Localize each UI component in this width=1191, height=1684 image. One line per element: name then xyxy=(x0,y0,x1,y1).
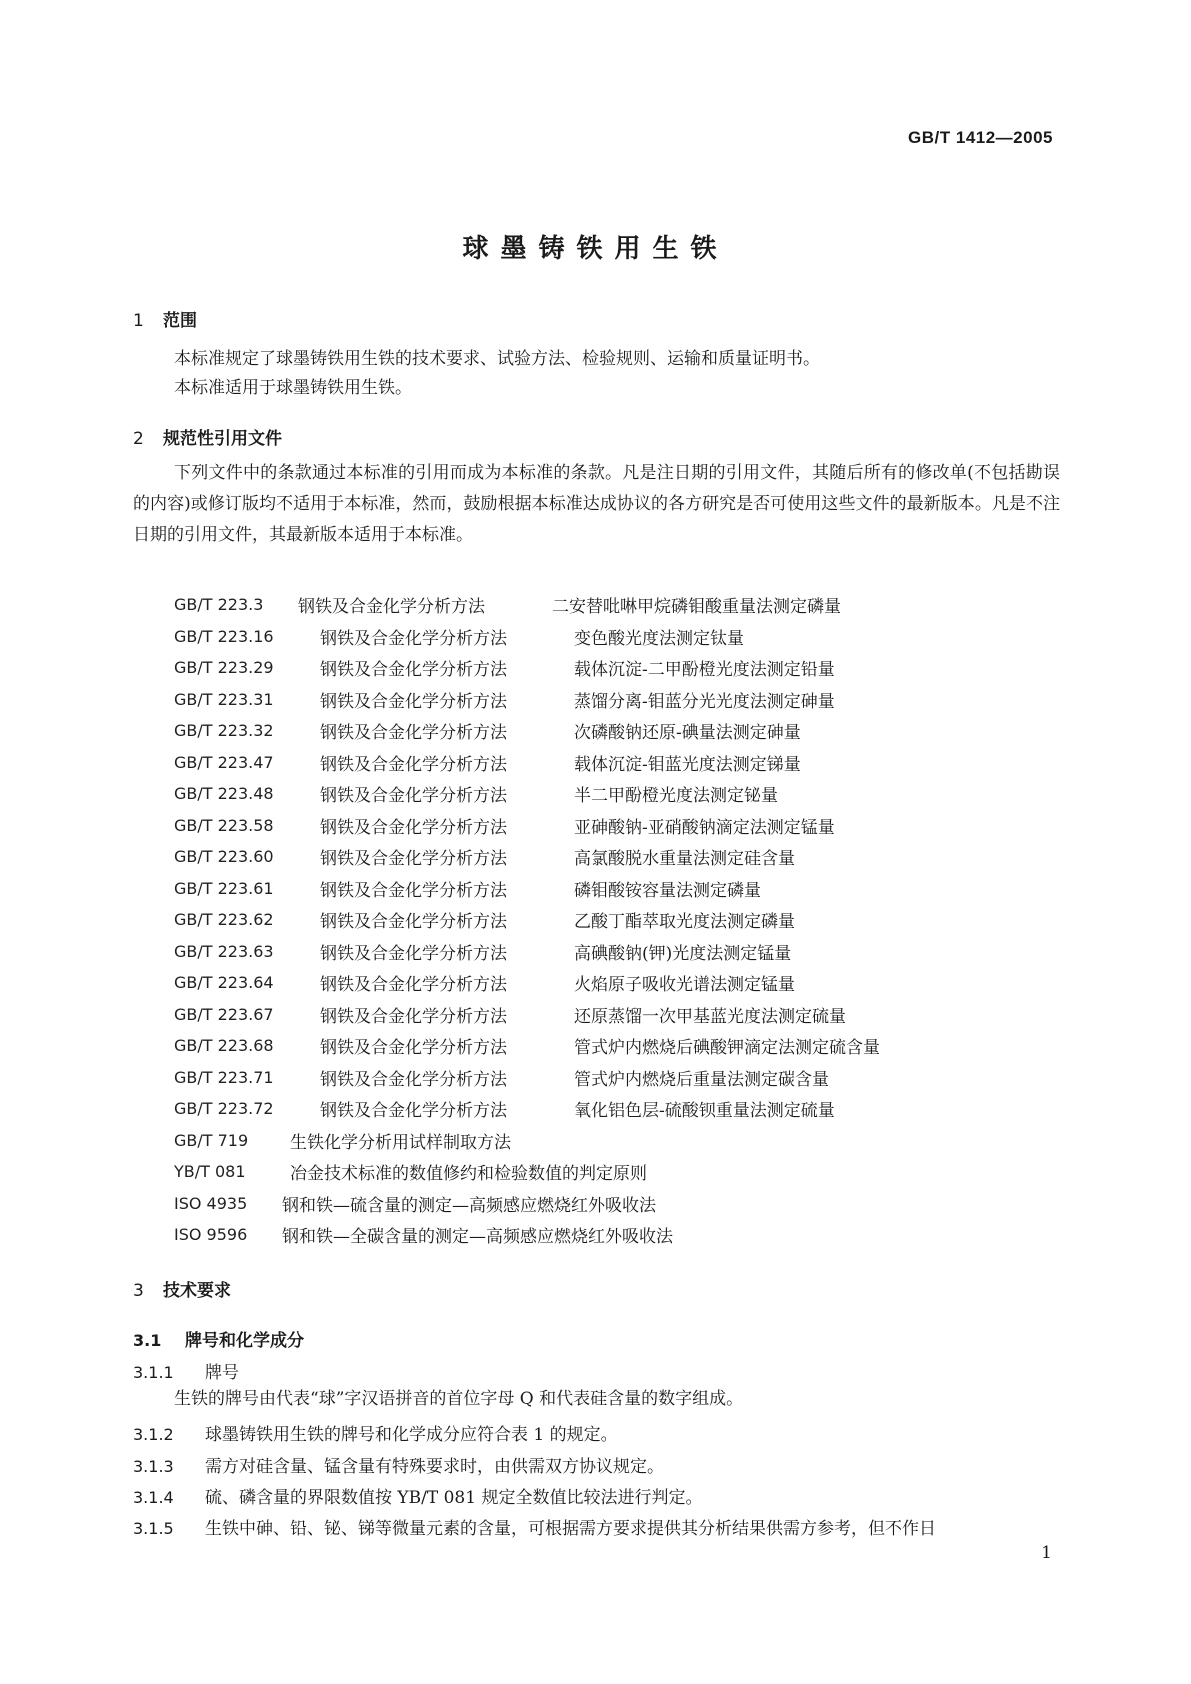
section-number: 2 xyxy=(133,429,144,449)
reference-item xyxy=(174,810,880,842)
section-title: 范围 xyxy=(163,311,197,331)
reference-code: GB/T 223.48 xyxy=(174,784,274,804)
standard-number: GB/T 1412—2005 xyxy=(908,128,1053,147)
reference-code: GB/T 223.61 xyxy=(174,878,274,898)
document-title: 球墨铸铁用生铁 xyxy=(462,234,729,264)
section-1-paragraph-2: 本标准适用于球墨铸铁用生铁。 xyxy=(174,378,412,398)
reference-code: GB/T 223.68 xyxy=(174,1036,274,1056)
reference-series: 钢铁及合金化学分析方法 xyxy=(320,943,507,964)
clause-3-1-3 xyxy=(133,1452,664,1477)
reference-series: 钢铁及合金化学分析方法 xyxy=(320,849,507,870)
reference-code: YB/T 081 xyxy=(174,1162,246,1182)
reference-code: GB/T 223.62 xyxy=(174,910,274,930)
section-title: 技术要求 xyxy=(163,1281,231,1301)
reference-item xyxy=(174,967,880,999)
section-3-heading xyxy=(133,1276,231,1301)
reference-item xyxy=(174,1093,880,1125)
reference-item xyxy=(174,999,880,1031)
clause-text: 牌号 xyxy=(205,1363,239,1383)
reference-series: 钢铁及合金化学分析方法 xyxy=(320,754,507,775)
reference-title: 生铁化学分析用试样制取方法 xyxy=(290,1132,511,1153)
reference-title: 亚砷酸钠-亚硝酸钠滴定法测定锰量 xyxy=(574,817,835,838)
reference-title: 钢和铁—硫含量的测定—高频感应燃烧红外吸收法 xyxy=(282,1195,656,1216)
reference-title: 氧化铝色层-硫酸钡重量法测定硫量 xyxy=(574,1101,835,1122)
reference-title: 钢和铁—全碳含量的测定—高频感应燃烧红外吸收法 xyxy=(282,1227,673,1248)
reference-series: 钢铁及合金化学分析方法 xyxy=(320,1069,507,1090)
reference-code: GB/T 223.3 xyxy=(174,595,264,615)
reference-title: 蒸馏分离-钼蓝分光光度法测定砷量 xyxy=(574,691,835,712)
reference-series: 钢铁及合金化学分析方法 xyxy=(320,817,507,838)
reference-item xyxy=(174,904,880,936)
section-number: 1 xyxy=(133,311,144,331)
clause-text: 球墨铸铁用生铁的牌号和化学成分应符合表 1 的规定。 xyxy=(205,1425,618,1445)
reference-title: 管式炉内燃烧后重量法测定碳含量 xyxy=(574,1069,829,1090)
reference-code: GB/T 223.63 xyxy=(174,941,274,961)
reference-title: 高氯酸脱水重量法测定硅含量 xyxy=(574,849,795,870)
clause-3-1-2 xyxy=(133,1420,618,1445)
clause-number: 3.1.4 xyxy=(133,1488,174,1507)
reference-code: GB/T 223.29 xyxy=(174,658,274,678)
reference-item xyxy=(174,1062,880,1094)
reference-code: GB/T 719 xyxy=(174,1130,249,1150)
reference-code: GB/T 223.32 xyxy=(174,721,274,741)
reference-item xyxy=(174,841,880,873)
reference-series: 钢铁及合金化学分析方法 xyxy=(320,975,507,996)
reference-title: 管式炉内燃烧后碘酸钾滴定法测定硫含量 xyxy=(574,1038,880,1059)
clause-number: 3.1.2 xyxy=(133,1425,174,1444)
clause-3-1-4 xyxy=(133,1483,702,1508)
reference-item xyxy=(174,1156,880,1188)
reference-code: ISO 4935 xyxy=(174,1193,248,1213)
reference-item xyxy=(174,1030,880,1062)
reference-code: GB/T 223.64 xyxy=(174,973,274,993)
page-number: 1 xyxy=(1041,1543,1052,1563)
reference-code: GB/T 223.47 xyxy=(174,752,274,772)
reference-series: 钢铁及合金化学分析方法 xyxy=(320,660,507,681)
reference-code: GB/T 223.60 xyxy=(174,847,274,867)
reference-code: GB/T 223.16 xyxy=(174,626,274,646)
reference-title: 载体沉淀-二甲酚橙光度法测定铅量 xyxy=(574,660,835,681)
subsection-3-1-heading xyxy=(133,1326,304,1351)
reference-series: 钢铁及合金化学分析方法 xyxy=(298,597,485,618)
reference-series: 钢铁及合金化学分析方法 xyxy=(320,723,507,744)
reference-item xyxy=(174,1219,880,1251)
reference-series: 钢铁及合金化学分析方法 xyxy=(320,912,507,933)
clause-3-1-1-body: 生铁的牌号由代表“球”字汉语拼音的首位字母 Q 和代表硅含量的数字组成。 xyxy=(174,1389,744,1409)
reference-item xyxy=(174,778,880,810)
section-title: 规范性引用文件 xyxy=(163,429,282,449)
reference-code: GB/T 223.67 xyxy=(174,1004,274,1024)
reference-code: GB/T 223.72 xyxy=(174,1099,274,1119)
reference-item xyxy=(174,652,880,684)
reference-code: ISO 9596 xyxy=(174,1225,248,1245)
subsection-number: 3.1 xyxy=(133,1331,162,1350)
reference-title: 冶金技术标准的数值修约和检验数值的判定原则 xyxy=(290,1164,647,1185)
reference-item xyxy=(174,747,880,779)
reference-item xyxy=(174,936,880,968)
clause-text: 生铁中砷、铅、铋、锑等微量元素的含量，可根据需方要求提供其分析结果供需方参考，但不作日 xyxy=(205,1519,936,1539)
reference-series: 钢铁及合金化学分析方法 xyxy=(320,880,507,901)
reference-code: GB/T 223.71 xyxy=(174,1067,274,1087)
clause-3-1-5 xyxy=(133,1514,936,1539)
reference-title: 载体沉淀-钼蓝光度法测定锑量 xyxy=(574,754,801,775)
reference-series: 钢铁及合金化学分析方法 xyxy=(320,1038,507,1059)
reference-series: 钢铁及合金化学分析方法 xyxy=(320,786,507,807)
clause-number: 3.1.5 xyxy=(133,1519,174,1538)
section-number: 3 xyxy=(133,1281,144,1301)
reference-title: 乙酸丁酯萃取光度法测定磷量 xyxy=(574,912,795,933)
section-2-intro: 下列文件中的条款通过本标准的引用而成为本标准的条款。凡是注日期的引用文件，其随后所有的修改单(不包括勘误的内容)或修订版均不适用于本标准，然而，鼓励根据本标准达成协议的各方研究是否可使用这些文件的最新版本。凡是不注日期的引用文件，其最新版本适用于本标准。 xyxy=(133,463,1060,545)
reference-item xyxy=(174,873,880,905)
reference-code: GB/T 223.31 xyxy=(174,689,274,709)
reference-title: 高碘酸钠(钾)光度法测定锰量 xyxy=(574,943,792,964)
clause-text: 硫、磷含量的界限数值按 YB/T 081 规定全数值比较法进行判定。 xyxy=(205,1488,703,1508)
reference-item xyxy=(174,715,880,747)
subsection-title: 牌号和化学成分 xyxy=(185,1331,304,1351)
section-1-heading xyxy=(133,306,197,331)
clause-text: 需方对硅含量、锰含量有特殊要求时，由供需双方协议规定。 xyxy=(205,1457,664,1477)
reference-title: 还原蒸馏一次甲基蓝光度法测定硫量 xyxy=(574,1006,846,1027)
reference-title: 磷钼酸铵容量法测定磷量 xyxy=(574,880,761,901)
reference-series: 钢铁及合金化学分析方法 xyxy=(320,1006,507,1027)
section-2-heading xyxy=(133,424,282,449)
reference-title: 火焰原子吸收光谱法测定锰量 xyxy=(574,975,795,996)
reference-series: 钢铁及合金化学分析方法 xyxy=(320,1101,507,1122)
reference-item xyxy=(174,1188,880,1220)
clause-3-1-1 xyxy=(133,1358,239,1383)
reference-item xyxy=(174,621,880,653)
clause-number: 3.1.3 xyxy=(133,1457,174,1476)
reference-title: 半二甲酚橙光度法测定铋量 xyxy=(574,786,778,807)
reference-title: 二安替吡啉甲烷磷钼酸重量法测定磷量 xyxy=(552,597,841,618)
reference-title: 次磷酸钠还原-碘量法测定砷量 xyxy=(574,723,801,744)
reference-title: 变色酸光度法测定钛量 xyxy=(574,628,744,649)
reference-list xyxy=(174,589,880,1251)
reference-code: GB/T 223.58 xyxy=(174,815,274,835)
reference-item xyxy=(174,589,880,621)
section-1-paragraph-1: 本标准规定了球墨铸铁用生铁的技术要求、试验方法、检验规则、运输和质量证明书。 xyxy=(174,349,820,369)
reference-series: 钢铁及合金化学分析方法 xyxy=(320,628,507,649)
reference-item xyxy=(174,1125,880,1157)
reference-series: 钢铁及合金化学分析方法 xyxy=(320,691,507,712)
clause-number: 3.1.1 xyxy=(133,1363,174,1382)
reference-item xyxy=(174,684,880,716)
